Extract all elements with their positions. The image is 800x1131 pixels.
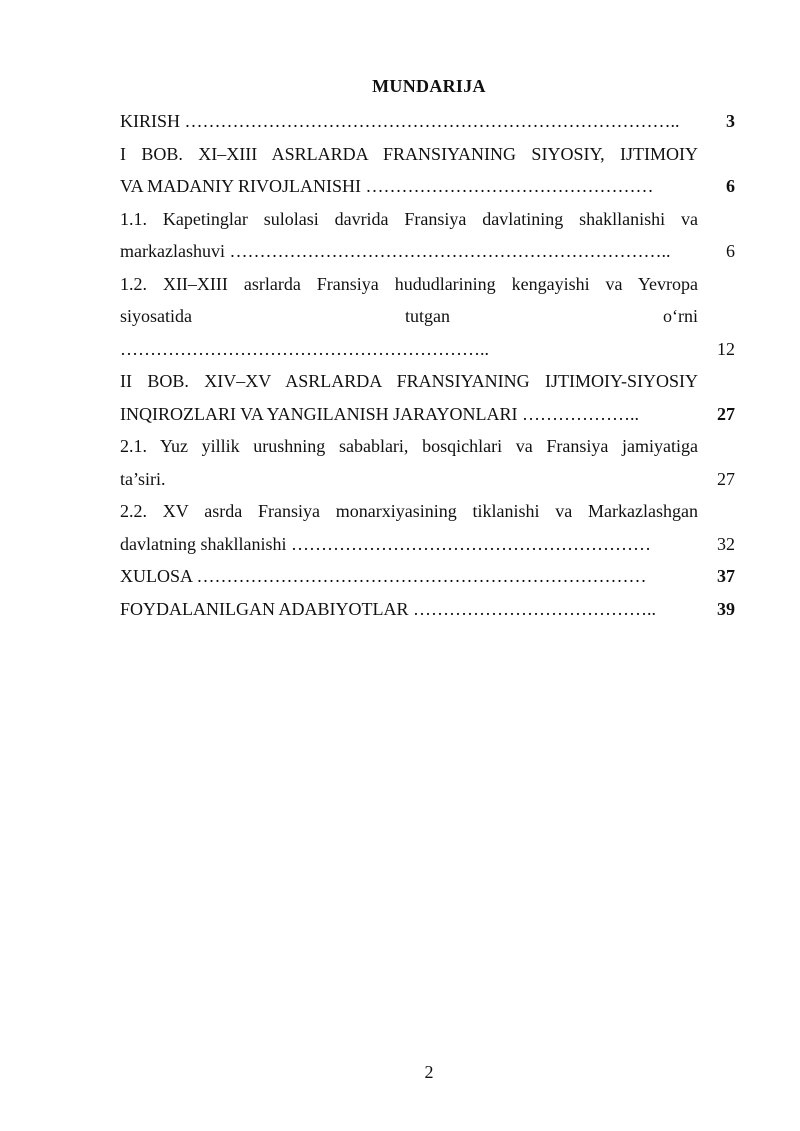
toc-entry-section-2-1 (120, 430, 735, 495)
toc-entry-page: 6 (726, 241, 735, 261)
toc-entry-text: KIRISH ……………………………………………………………………….. (120, 111, 680, 131)
toc-entry-text: II BOB. XIV–XV ASRLARDA FRANSIYANING IJTIMOIY-SIYOSIY (120, 371, 698, 391)
toc-entry-section-2-2 (120, 495, 735, 560)
toc-entry-page: 27 (717, 403, 735, 424)
toc-entry-page: 39 (717, 598, 735, 619)
toc-entry-text: siyosatida tutgan o‘rni (120, 306, 698, 326)
toc-entry-text: I BOB. XI–XIII ASRLARDA FRANSIYANING SIYOSIY, IJTIMOIY (120, 143, 698, 164)
toc-entry-text: 1.2. XII–XIII asrlarda Fransiya hududlarining kengayishi va Yevropa (120, 273, 698, 294)
toc-entry-page: 12 (717, 338, 735, 359)
toc-entry-kirish (120, 105, 735, 138)
toc-entry-bob-1 (120, 138, 735, 203)
toc-entry-section-1-1 (120, 203, 735, 268)
table-of-contents (120, 105, 735, 625)
toc-entry-page: 6 (726, 176, 735, 196)
toc-title: MUNDARIJA (372, 76, 486, 96)
toc-entry-text: …………………………………………………….. (120, 338, 489, 359)
toc-entry-text: INQIROZLARI VA YANGILANISH JARAYONLARI ……………….. (120, 403, 640, 424)
toc-entry-text: ta’siri. (120, 468, 166, 489)
page-number: 2 (424, 1062, 434, 1082)
toc-entry-text: VA MADANIY RIVOJLANISHI ………………………………………… (120, 176, 654, 196)
toc-entry-text: FOYDALANILGAN ADABIYOTLAR ………………………………….. (120, 598, 656, 619)
toc-entry-page: 37 (717, 566, 735, 586)
toc-entry-text: markazlashuvi ……………………………………………………………….. (120, 241, 671, 261)
toc-entry-text: 2.1. Yuz yillik urushning sabablari, bosqichlari va Fransiya jamiyatiga (120, 436, 698, 456)
toc-entry-xulosa (120, 560, 735, 593)
toc-entry-text: XULOSA ………………………………………………………………… (120, 566, 647, 586)
toc-entry-section-1-2 (120, 268, 735, 366)
toc-entry-text: davlatning shakllanishi …………………………………………………… (120, 533, 651, 554)
toc-entry-page: 27 (717, 468, 735, 489)
toc-entry-adabiyotlar (120, 593, 735, 626)
toc-entry-text: 1.1. Kapetinglar sulolasi davrida Fransiya davlatining shakllanishi va (120, 208, 698, 229)
toc-entry-text: 2.2. XV asrda Fransiya monarxiyasining tiklanishi va Markazlashgan (120, 501, 698, 521)
toc-entry-page: 3 (726, 111, 735, 131)
toc-entry-bob-2 (120, 365, 735, 430)
toc-entry-page: 32 (717, 533, 735, 554)
